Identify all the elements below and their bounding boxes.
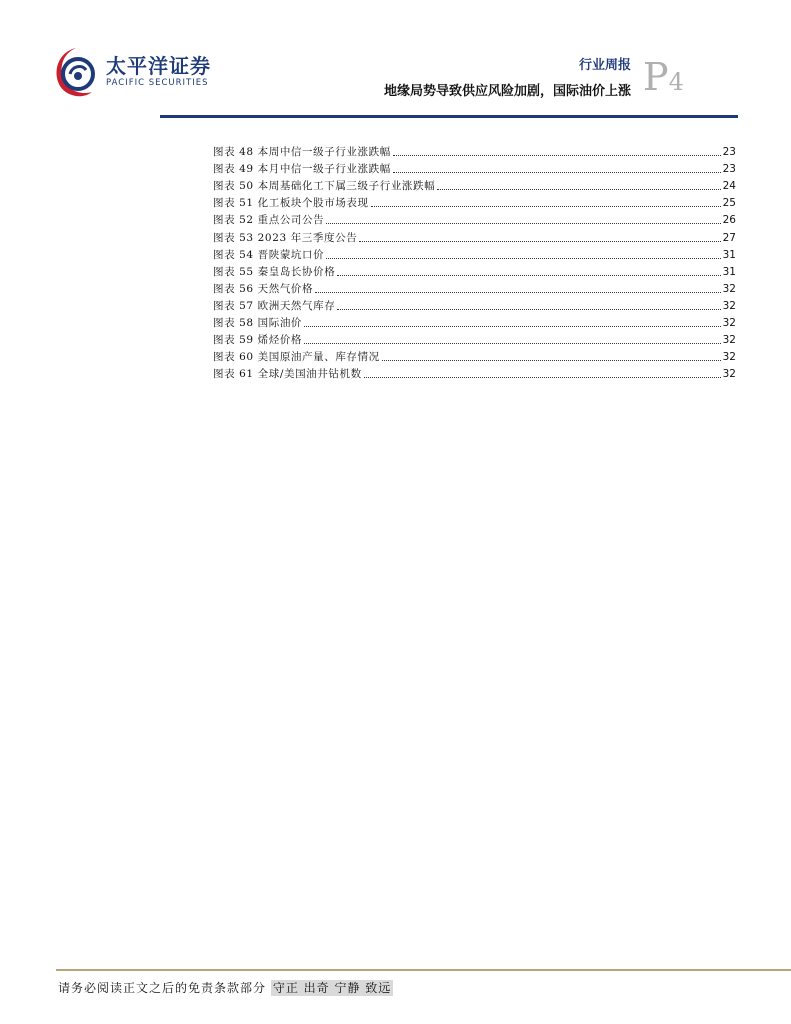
toc-leader-dots xyxy=(364,377,721,378)
toc-entry[interactable] xyxy=(213,176,736,193)
header-divider xyxy=(160,115,738,118)
toc-entry-page: 23 xyxy=(722,146,736,159)
toc-entry-label: 图表 55 秦皇岛长协价格 xyxy=(213,265,336,278)
toc-entry-page: 31 xyxy=(722,265,736,278)
footer xyxy=(58,979,393,996)
toc-entry-page: 26 xyxy=(722,214,736,227)
toc-leader-dots xyxy=(359,241,720,242)
toc-leader-dots xyxy=(337,275,720,276)
table-of-figures xyxy=(213,142,736,381)
toc-entry[interactable] xyxy=(213,279,736,296)
toc-leader-dots xyxy=(393,172,721,173)
toc-entry[interactable] xyxy=(213,159,736,176)
toc-entry[interactable] xyxy=(213,193,736,210)
toc-entry-label: 图表 61 全球/美国油井钻机数 xyxy=(213,368,362,381)
footer-motto: 守正 出奇 宁静 致远 xyxy=(272,981,392,995)
company-logo xyxy=(48,42,218,102)
toc-entry-page: 32 xyxy=(722,368,736,381)
toc-entry[interactable] xyxy=(213,364,736,381)
toc-entry-page: 24 xyxy=(722,180,736,193)
toc-entry[interactable] xyxy=(213,227,736,244)
toc-entry-page: 23 xyxy=(722,163,736,176)
toc-leader-dots xyxy=(382,360,721,361)
page-letter: P xyxy=(643,55,669,99)
page-number-value: 4 xyxy=(668,68,684,96)
toc-entry-page: 32 xyxy=(722,317,736,330)
toc-entry[interactable] xyxy=(213,210,736,227)
toc-leader-dots xyxy=(304,343,721,344)
footer-divider xyxy=(56,969,791,971)
toc-leader-dots xyxy=(326,223,720,224)
toc-leader-dots xyxy=(326,258,720,259)
toc-entry-label: 图表 51 化工板块个股市场表现 xyxy=(213,197,369,210)
toc-entry-page: 32 xyxy=(722,282,736,295)
toc-leader-dots xyxy=(437,189,720,190)
report-title: 地缘局势导致供应风险加剧，国际油价上涨 xyxy=(383,84,631,99)
toc-leader-dots xyxy=(315,292,720,293)
toc-entry[interactable] xyxy=(213,347,736,364)
toc-entry-label: 图表 59 烯烃价格 xyxy=(213,334,303,347)
toc-entry[interactable] xyxy=(213,313,736,330)
toc-entry-label: 图表 57 欧洲天然气库存 xyxy=(213,299,336,312)
toc-entry-label: 图表 48 本周中信一级子行业涨跌幅 xyxy=(213,146,391,159)
toc-entry-label: 图表 53 2023 年三季度公告 xyxy=(213,231,358,244)
toc-leader-dots xyxy=(393,155,721,156)
toc-leader-dots xyxy=(304,326,721,327)
toc-leader-dots xyxy=(371,206,721,207)
toc-entry-page: 25 xyxy=(722,197,736,210)
toc-entry-label: 图表 60 美国原油产量、库存情况 xyxy=(213,351,380,364)
toc-entry-label: 图表 54 晋陕蒙坑口价 xyxy=(213,248,325,261)
toc-entry-label: 图表 50 本周基础化工下属三级子行业涨跌幅 xyxy=(213,180,436,193)
toc-entry-page: 31 xyxy=(722,248,736,261)
toc-entry-page: 32 xyxy=(722,351,736,364)
toc-entry-page: 27 xyxy=(722,231,736,244)
toc-entry-label: 图表 52 重点公司公告 xyxy=(213,214,325,227)
toc-entry[interactable] xyxy=(213,262,736,279)
toc-entry-page: 32 xyxy=(722,334,736,347)
page-number xyxy=(643,55,684,99)
toc-entry-label: 图表 58 国际油价 xyxy=(213,317,303,330)
toc-entry-label: 图表 49 本月中信一级子行业涨跌幅 xyxy=(213,163,391,176)
footer-disclaimer: 请务必阅读正文之后的免责条款部分 xyxy=(58,981,267,995)
logo-text-en: PACIFIC SECURITIES xyxy=(106,78,209,88)
report-type: 行业周报 xyxy=(578,58,631,73)
logo-mark-icon xyxy=(48,42,104,102)
toc-leader-dots xyxy=(337,309,720,310)
toc-entry[interactable] xyxy=(213,142,736,159)
toc-entry[interactable] xyxy=(213,245,736,262)
logo-text-cn: 太平洋证券 xyxy=(106,54,211,78)
toc-entry[interactable] xyxy=(213,330,736,347)
toc-entry-label: 图表 56 天然气价格 xyxy=(213,282,314,295)
toc-entry[interactable] xyxy=(213,296,736,313)
toc-entry-page: 32 xyxy=(722,299,736,312)
